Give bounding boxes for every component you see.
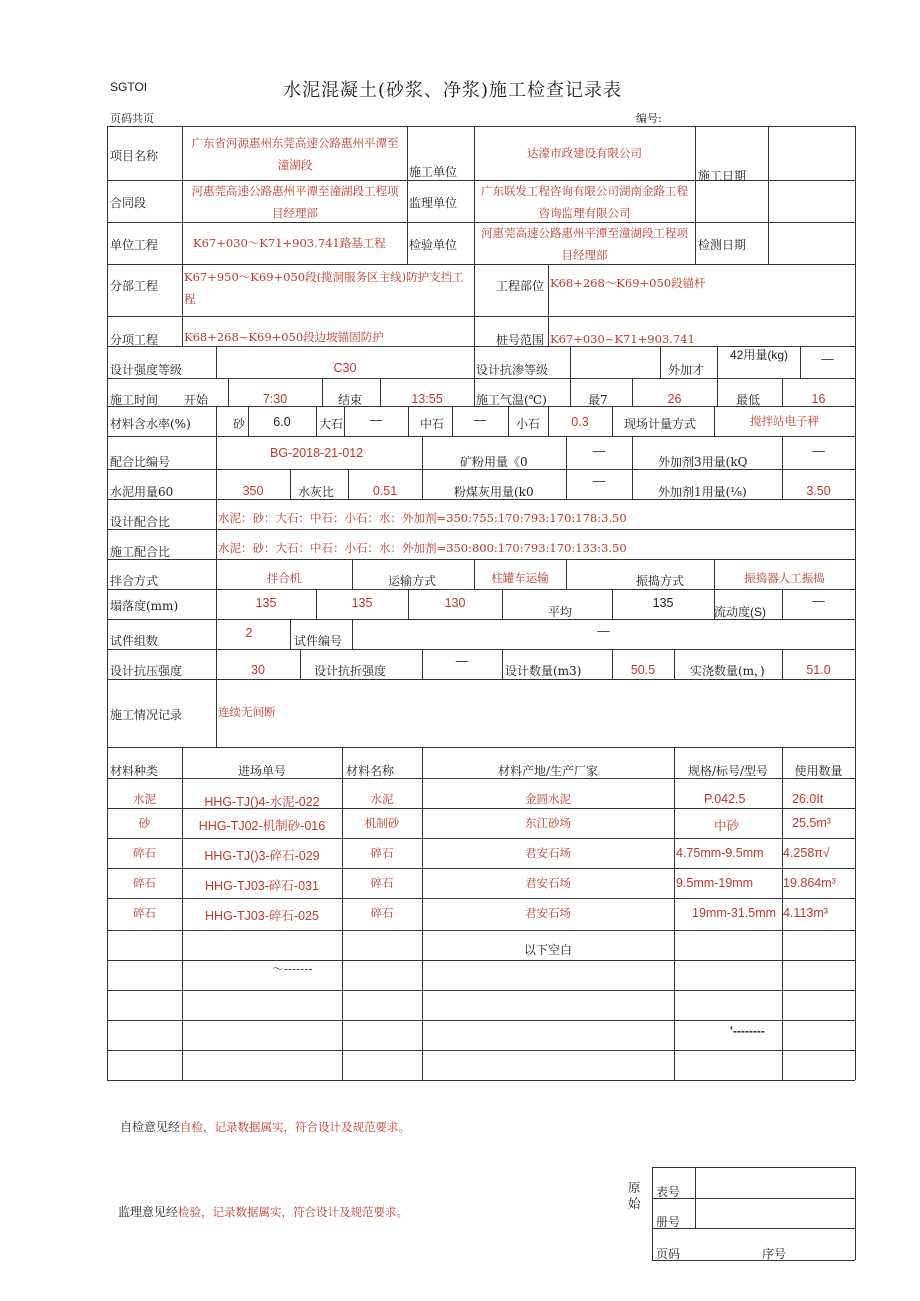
vibration-method-value: 振捣器人工振捣 [744,571,825,585]
material-type-cell: 水泥 [133,792,156,806]
min-temp-label: 最低 [736,393,761,407]
max-temp-label: 最7 [588,393,608,407]
book-number-label: 册号 [656,1215,681,1229]
division-value: K67+950～K69+050段(揽洞服务区主线)防护支挡工程 [184,270,464,306]
material-name-cell: 碎石 [370,876,394,890]
entry-number-cell: HHG-TJ()3-碎石-029 [204,849,320,863]
water-cement-label: 水灰比 [298,485,335,499]
entry-number-cell: HHG-TJ03-碎石-025 [205,909,319,923]
water-cement-value: 0.51 [372,484,398,498]
design-quantity-label: 设计数量(m3) [505,664,582,678]
sequence-number-label: 序号 [762,1247,787,1261]
flexural-strength-value: — [455,654,469,668]
fluidity-value: — [812,594,825,608]
sand-moisture-value: 6.0 [273,415,291,429]
material-type-cell: 碎石 [133,846,156,860]
admixture1-label: 外加剂1用量(⅛) [658,485,747,499]
usage-quantity-cell: 26.0It [792,792,824,806]
temperature-label: 施工气温(℃) [476,393,547,407]
manufacturer-cell: 金圆水泥 [525,792,571,806]
min-temp-value: 16 [811,392,826,406]
vibration-method-label: 振捣方式 [636,574,685,588]
small-stone-value: 0.3 [571,415,589,429]
supervision-opinion [118,1203,408,1220]
manufacturer-cell: 君安石场 [525,876,571,890]
compressive-strength-label: 设计抗压强度 [110,664,183,678]
supervision-label: 监理意见经 [118,1205,179,1219]
end-time-value: 13:55 [411,392,443,406]
part-label: 工程部位 [496,279,545,293]
material-name-header: 材料名称 [346,764,395,778]
mid-stone-label: 中石 [420,417,445,431]
number-label: 编号: [636,112,662,125]
material-type-cell: 砂 [138,816,151,830]
end-label: 结束 [338,393,363,407]
constructor-value: 达濠市政建设有限公司 [527,146,642,160]
construction-time-label: 施工时间 [110,393,159,407]
flyash-value: — [592,474,606,488]
tilde-mark: ～------- [272,962,313,976]
specification-header: 规格/标号/型号 [687,764,769,778]
max-temp-value: 26 [667,392,682,406]
design-quantity-value: 50.5 [630,663,656,677]
inspection-unit-label: 检验单位 [409,238,458,252]
fluidity-label: 流动度(S) [714,605,766,619]
average-value: 135 [652,596,674,610]
flexural-strength-label: 设计抗折强度 [314,664,387,678]
pile-range-label: 桩号范围 [496,333,545,347]
material-type-header: 材料种类 [110,764,159,778]
entry-number-header: 进场单号 [237,764,286,778]
big-stone-value: — [369,413,383,427]
admixture-amount-value: — [821,352,834,366]
usage-quantity-cell: 25.5m³ [792,816,831,830]
supervisor-value: 广东联发工程咨询有限公司湖南金路工程咨询监理有限公司 [481,184,688,220]
material-name-cell: 碎石 [370,906,394,920]
construction-mix-label: 施工配合比 [110,545,171,559]
unit-project-label: 单位工程 [110,238,159,252]
slump-value-2: 135 [351,596,373,610]
contract-value: 河惠莞高速公路惠州平潭至潼湖段工程项目经理部 [191,184,399,220]
material-name-cell: 碎石 [370,846,394,860]
strength-grade-value: C30 [333,361,357,375]
mixing-method-value: 拌合机 [266,571,302,585]
sub-item-value: K68+268~K69+050段边坡锚固防护 [184,330,384,344]
specification-cell: 9.5mm-19mm [676,876,754,890]
start-time-value: 7:30 [262,392,288,406]
average-label: 平均 [548,605,573,619]
manufacturer-header: 材料产地/生产厂家 [497,764,599,778]
division-label: 分部工程 [110,279,159,293]
design-mix-label: 设计配合比 [110,515,171,529]
admixture1-value: 3.50 [806,484,831,498]
design-mix-value: 水泥：砂：大石：中石：小石：水：外加剂=350:755:170:793:170:178:3.50 [218,511,627,525]
entry-number-cell: HHG-TJ03-碎石-031 [205,879,319,893]
start-label: 开始 [184,393,209,407]
sub-item-label: 分项工程 [110,333,159,347]
specimen-number-value: — [597,624,610,638]
slump-value-3: 130 [444,596,466,610]
project-label: 项目名称 [110,149,159,163]
specification-cell: 4.75mm-9.5mm [676,846,764,860]
constructor-label: 施工单位 [409,165,458,179]
metering-value: 搅拌站电子秤 [750,414,819,428]
contract-label: 合同段 [110,196,147,210]
material-type-cell: 碎石 [133,876,156,890]
supervision-value: 检验，记录数据属实，符合设计及规范要求。 [178,1205,409,1219]
specification-cell: 19mm-31.5mm [692,906,777,920]
construction-record-value: 连续无间断 [218,705,276,719]
pile-range-value: K67+030~K71+903.741 [550,332,695,346]
inspection-unit-value: 河惠莞高速公路惠州平潭至潼湖段工程项目经理部 [481,226,688,262]
specimen-groups-value: 2 [245,626,253,640]
admixture-amount-label: 42用量(kg) [729,348,788,362]
supervisor-label: 监理单位 [409,196,458,210]
project-value: 广东省河源惠州东莞高速公路惠州平潭至潼湖段 [191,136,399,172]
admixture-label: 外加才 [668,363,705,377]
strength-grade-label: 设计强度等级 [110,363,183,377]
sheet-number-label: 表号 [656,1185,681,1199]
self-check-label: 自检意见经 [120,1120,181,1134]
end-mark: '-------- [730,1024,765,1038]
entry-number-cell: HHG-TJ02-机制砂-016 [198,819,326,833]
material-type-cell: 碎石 [133,906,156,920]
self-check-value: 自检，记录数据属实，符合设计及规范要求。 [180,1120,411,1134]
actual-quantity-label: 实浇数量(m，) [690,664,765,678]
manufacturer-cell: 君安石场 [525,846,571,860]
page-count-label: 页码共页 [110,112,154,125]
usage-quantity-header: 使用数量 [794,764,843,778]
mixing-method-label: 拌合方式 [110,574,159,588]
cement-amount-value: 350 [242,484,264,498]
slag-label: 矿粉用量《0 [460,455,528,469]
specimen-number-label: 试件编号 [294,634,343,648]
test-date-label: 检测日期 [698,238,747,252]
construction-record-label: 施工情况记录 [110,708,183,722]
transport-method-label: 运输方式 [388,574,437,588]
unit-project-value: K67+030～K71+903.741路基工程 [193,236,386,250]
page-number-label: 页码 [656,1247,681,1261]
admixture3-label: 外加剂3用量(kQ [658,455,748,469]
entry-number-cell: HHG-TJ()4-水泥-022 [204,795,320,809]
page-title: 水泥混凝土(砂浆、净浆)施工检查记录表 [283,80,623,101]
big-stone-label: 大石 [319,417,344,431]
part-value: K68+268～K69+050段锚杆 [550,276,706,290]
slag-value: — [592,444,606,458]
slump-value-1: 135 [255,596,277,610]
self-check-opinion [120,1118,410,1135]
sand-label: 砂 [233,417,246,431]
specification-cell: 中砂 [714,819,740,833]
specimen-groups-label: 试件组数 [110,634,159,648]
construction-date-label: 施工日期 [698,169,747,183]
form-code: SGTOI [110,80,148,94]
material-name-cell: 水泥 [370,792,394,806]
material-name-cell: 机制砂 [364,816,400,830]
transport-method-value: 柱罐车运输 [491,571,549,585]
slump-label: 塌落度(mm) [110,599,179,613]
specification-cell: P.042.5 [704,792,746,806]
flyash-label: 粉煤灰用量(k0 [454,485,534,499]
moisture-label: 材料含水率(%) [110,417,191,431]
small-stone-label: 小石 [516,417,541,431]
construction-mix-value: 水泥：砂：大石：中石：小石：水：外加剂=350:800:170:793:170:133:3.50 [218,541,627,555]
admixture3-value: — [812,444,825,458]
usage-quantity-cell: 19.864m³ [783,876,836,890]
seepage-grade-label: 设计抗渗等级 [476,363,549,377]
mix-number-label: 配合比编号 [110,455,171,469]
usage-quantity-cell: 4.258π√ [783,846,830,860]
usage-quantity-cell: 4.113m³ [783,906,828,920]
actual-quantity-value: 51.0 [806,663,831,677]
original-label: 原始 [628,1180,641,1211]
compressive-strength-value: 30 [251,663,265,677]
manufacturer-cell: 君安石场 [525,906,571,920]
blank-note: 以下空白 [523,943,572,957]
metering-label: 现场计量方式 [624,417,697,431]
mix-number-value: BG-2018-21-012 [270,446,364,460]
cement-amount-label: 水泥用量60 [110,485,174,499]
manufacturer-cell: 东江砂场 [525,816,571,830]
mid-stone-value: — [473,413,487,427]
